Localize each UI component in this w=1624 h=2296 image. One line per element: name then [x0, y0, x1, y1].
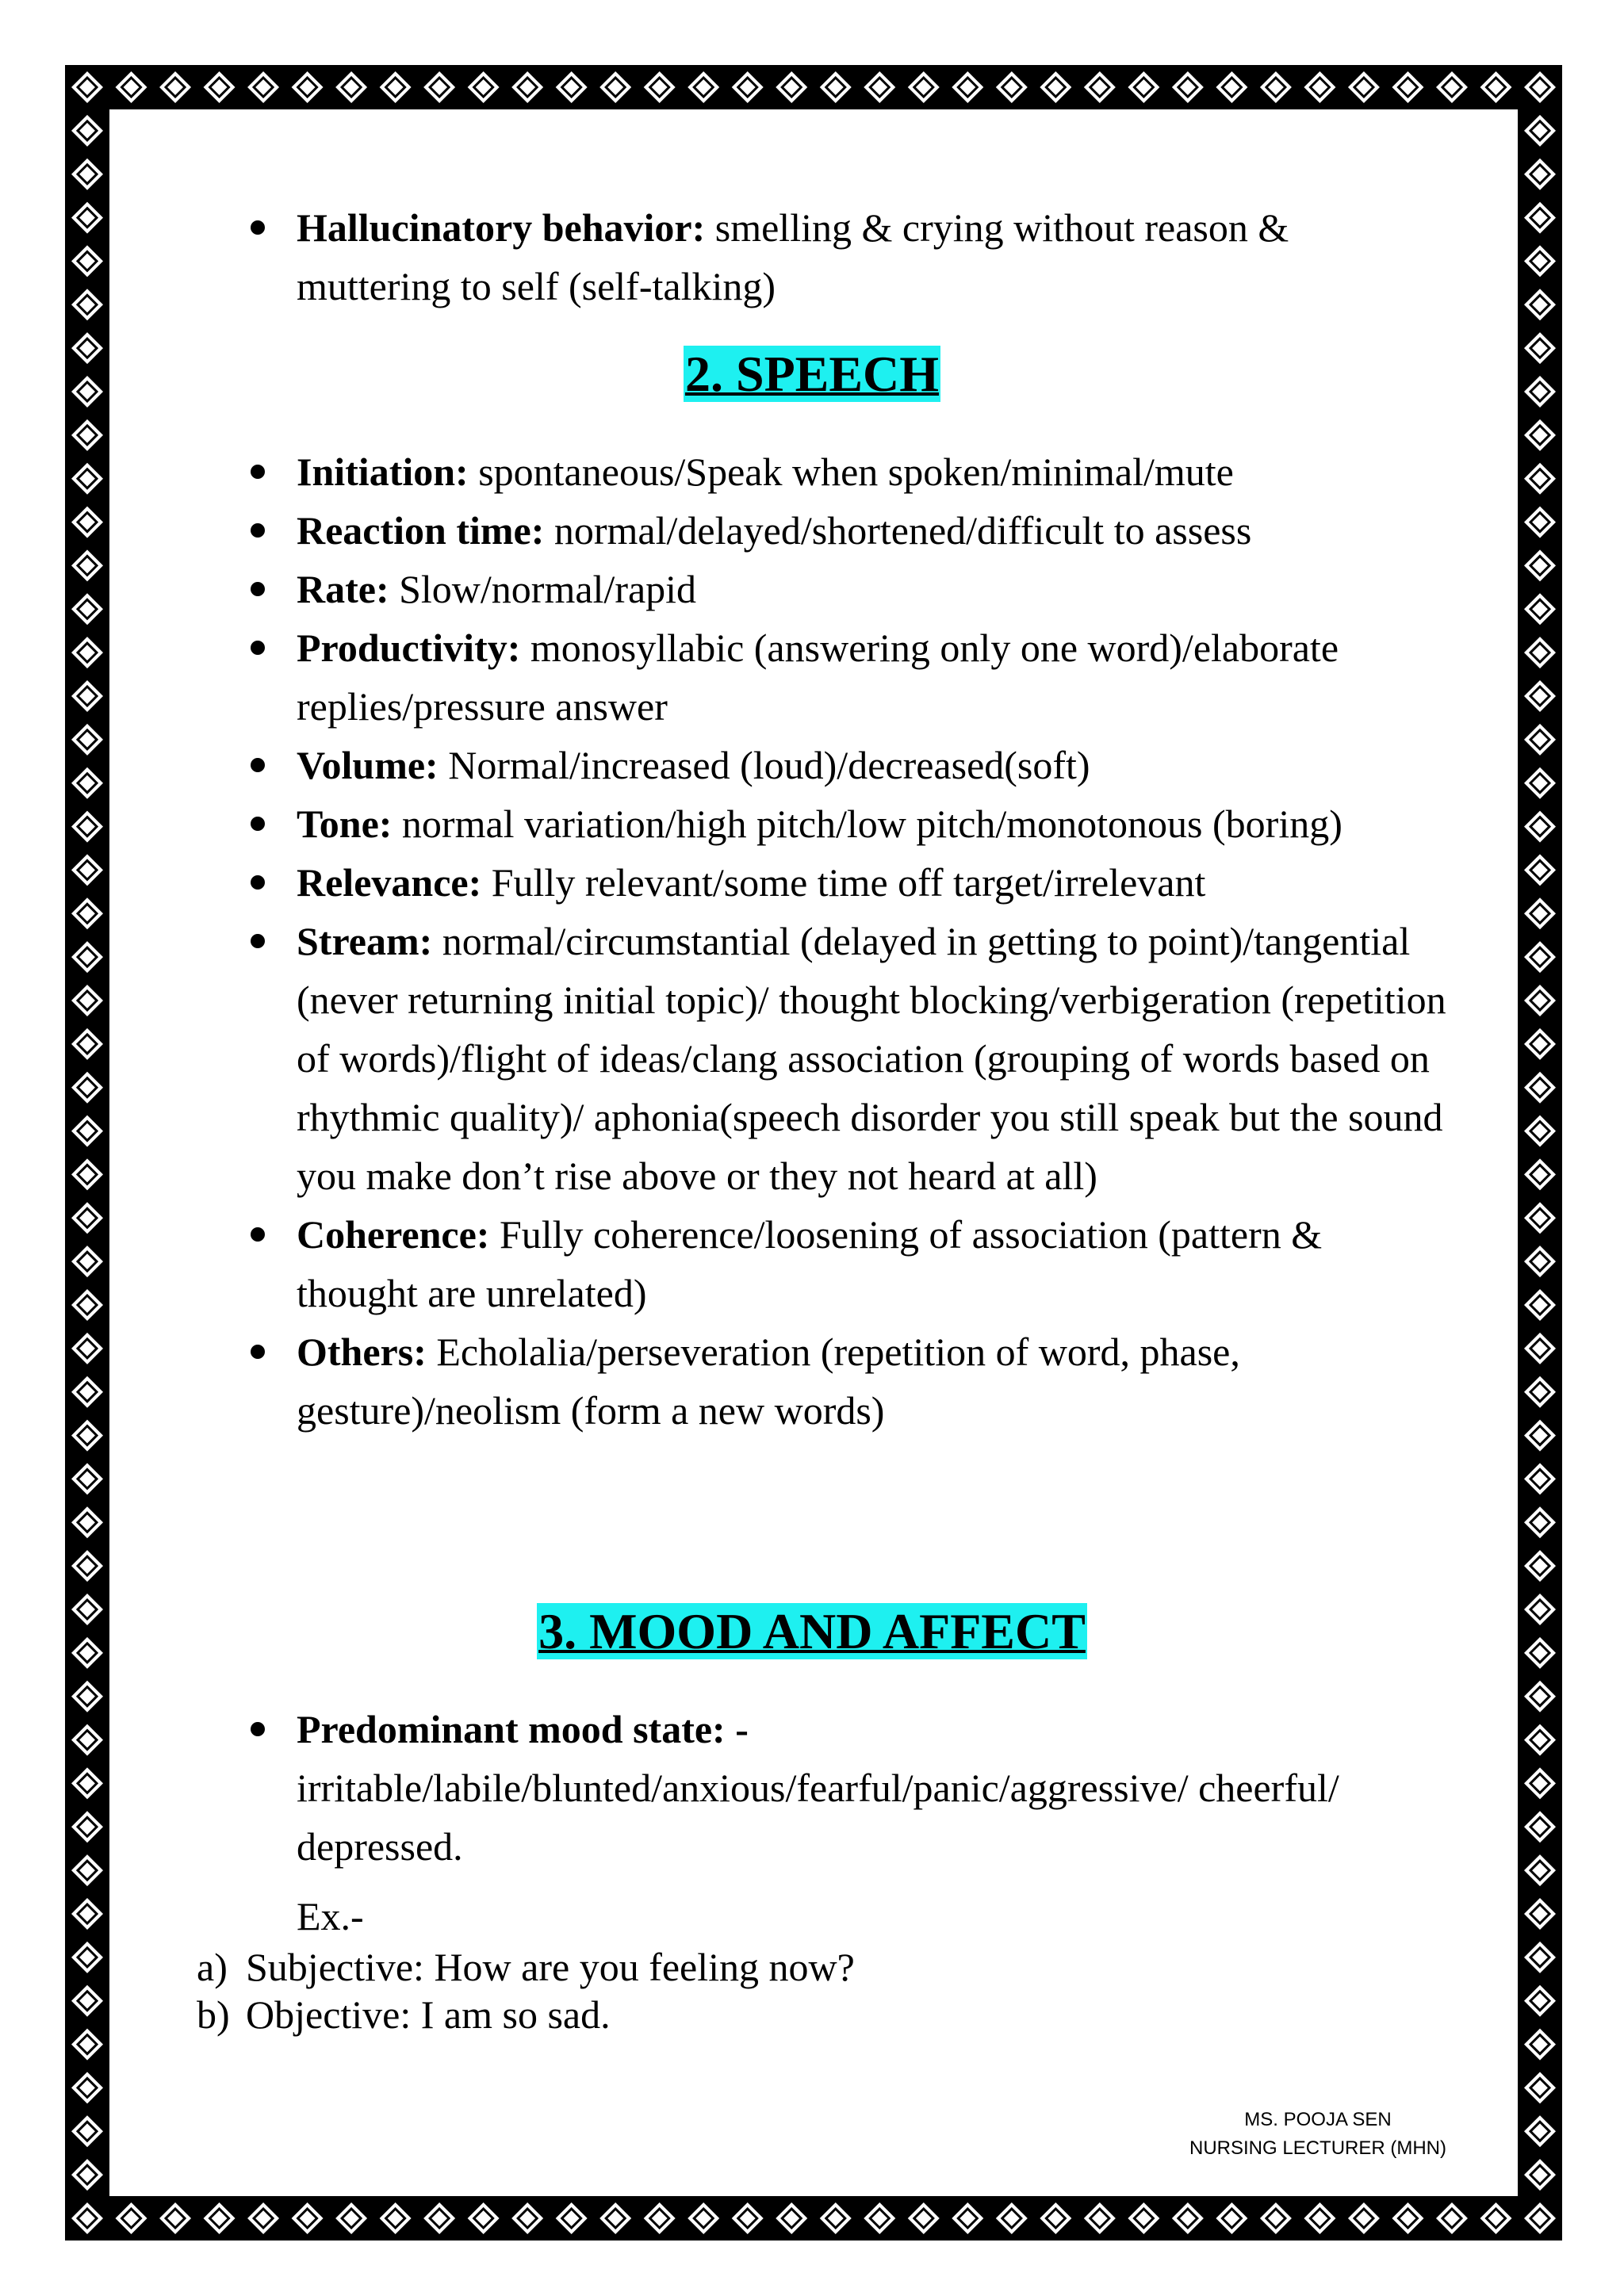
item-text: irritable/labile/blunted/anxious/fearful/panic/aggressive/ cheerful/ depressed.: [297, 1766, 1339, 1869]
example-item: [197, 1942, 855, 1992]
list-item: [246, 1322, 1451, 1440]
item-text: Slow/normal/rapid: [389, 567, 697, 611]
item-term: Volume:: [297, 743, 439, 787]
example-marker: b): [197, 1992, 230, 2037]
item-term: Hallucinatory behavior:: [297, 205, 706, 250]
speech-heading-text: 2. SPEECH: [684, 346, 940, 402]
item-text: Fully relevant/some time off target/irrelevant: [481, 860, 1206, 905]
item-term: Tone:: [297, 802, 393, 846]
speech-heading: [0, 342, 1624, 406]
example-text: Objective: I am so sad.: [246, 1992, 611, 2037]
item-term: Coherence:: [297, 1212, 490, 1257]
speech-list: [246, 442, 1451, 1440]
example-item: [197, 1990, 611, 2039]
item-text: normal/circumstantial (delayed in getting to point)/tangential (never returning initial topic)/ thought blocking/verbigeration (repetition of words)/flight of ideas/clang association (grouping of words based on rhythmic quality)/ aphonia(speech disorder you still speak but the sound you make don’t rise above or they not heard at all): [297, 919, 1446, 1198]
section1-list: [246, 198, 1451, 316]
author-footer: [1189, 2106, 1446, 2163]
list-item: [246, 1205, 1451, 1322]
list-item: [246, 560, 1451, 618]
example-label: Ex.-: [297, 1894, 364, 1938]
list-item: [246, 853, 1451, 912]
list-item: [246, 794, 1451, 853]
item-term: Others:: [297, 1330, 427, 1374]
item-term: Rate:: [297, 567, 389, 611]
mood-heading: [0, 1600, 1624, 1663]
item-text: smelling & crying without reason & muttering to self (self-talking): [297, 205, 1289, 308]
item-term: Predominant mood state: -: [297, 1707, 749, 1751]
example-text: Subjective: How are you feeling now?: [246, 1945, 855, 1989]
example-marker: a): [197, 1945, 228, 1989]
list-item: [246, 1700, 1451, 1876]
item-text: Normal/increased (loud)/decreased(soft): [438, 743, 1090, 787]
list-item: [246, 442, 1451, 501]
item-term: Stream:: [297, 919, 433, 963]
item-text: monosyllabic (answering only one word)/elaborate replies/pressure answer: [297, 626, 1339, 729]
item-text: Echolalia/perseveration (repetition of word, phase, gesture)/neolism (form a new words): [297, 1330, 1240, 1433]
item-term: Relevance:: [297, 860, 482, 905]
item-text: normal/delayed/shortened/difficult to assess: [544, 508, 1252, 553]
list-item: [246, 736, 1451, 794]
list-item: [246, 198, 1451, 316]
list-item: [246, 912, 1451, 1205]
list-item: [246, 501, 1451, 560]
author-name: MS. POOJA SEN: [1244, 2109, 1392, 2130]
item-term: Productivity:: [297, 626, 521, 670]
item-text: Fully coherence/loosening of association (pattern & thought are unrelated): [297, 1212, 1323, 1315]
mood-list: [246, 1700, 1451, 1876]
mood-heading-text: 3. MOOD AND AFFECT: [538, 1603, 1086, 1659]
item-text: spontaneous/Speak when spoken/minimal/mute: [468, 450, 1234, 494]
item-term: Reaction time:: [297, 508, 545, 553]
author-role: NURSING LECTURER (MHN): [1189, 2137, 1446, 2159]
item-text: normal variation/high pitch/low pitch/monotonous (boring): [392, 802, 1342, 846]
list-item: [246, 618, 1451, 736]
item-term: Initiation:: [297, 450, 469, 494]
